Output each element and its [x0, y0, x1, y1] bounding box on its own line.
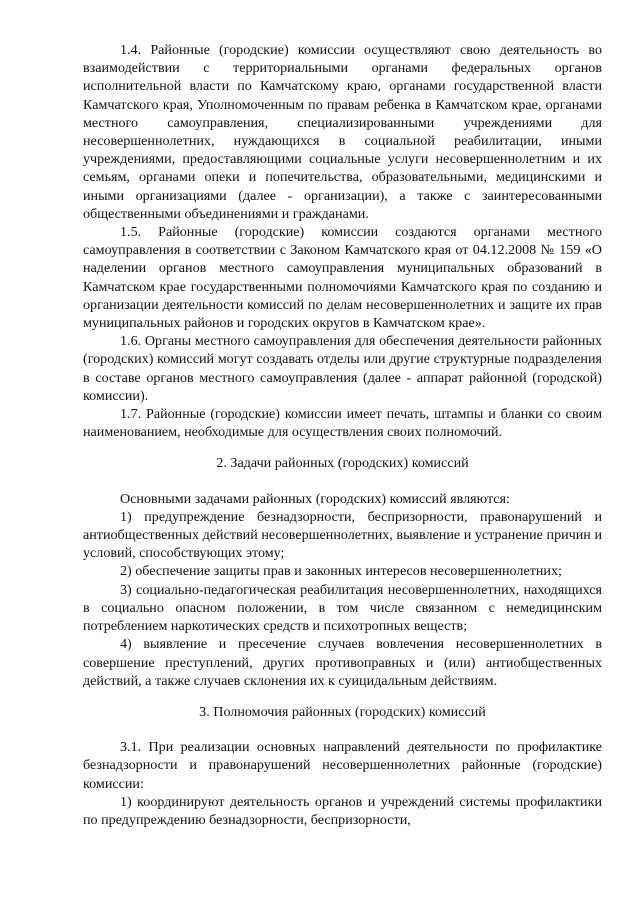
paragraph-3-1-item-1: 1) координируют деятельность органов и учреждений системы профилактики по предупреждению безнадзорности, беспризорности, [83, 793, 602, 828]
paragraph-1-4: 1.4. Районные (городские) комиссии осуществляют свою деятельность во взаимодействии с территориальными органами федеральных органов исполнительной власти по Камчатскому краю, органами государственной власти Камчатского края, Уполномоченным по правам ребенка в Камчатском крае, органами местного самоуправления, специализированными учреждениями для несовершеннолетних, нуждающихся в социальной реабилитации, иными учреждениями, предоставляющими социальные услуги несовершеннолетним и их семьям, органами опеки и попечительства, образовательными, медицинскими и иными организациями (далее - организации), а также с заинтересованными общественными объединениями и гражданами. [83, 42, 602, 222]
paragraph-1-7: 1.7. Районные (городские) комиссии имеет печать, штампы и бланки со своим наименованием, необходимые для осуществления своих полномочий. [83, 406, 602, 441]
paragraph-1-5: 1.5. Районные (городские) комиссии создаются органами местного самоуправления в соответствии с Законом Камчатского края от 04.12.2008 № 159 «О наделении органов местного самоуправления муниципальных образований в Камчатском крае государственными полномочиями Камчатского края по созданию и организации деятельности комиссий по делам несовершеннолетних и защите их прав муниципальных районов и городских округов в Камчатском крае». [83, 224, 602, 332]
paragraph-tasks-intro: Основными задачами районных (городских) комиссий являются: [120, 490, 510, 507]
paragraph-1-6: 1.6. Органы местного самоуправления для обеспечения деятельности районных (городских) комиссий могут создавать отделы или другие структурные подразделения в составе органов местного самоуправления (далее - аппарат районной (городской) комиссии). [83, 333, 602, 404]
paragraph-task-1: 1) предупреждение безнадзорности, беспризорности, правонарушений и антиобщественных действий несовершеннолетних, выявление и устранение причин и условий, способствующих этому; [83, 508, 602, 562]
paragraph-task-3: 3) социально-педагогическая реабилитация несовершеннолетних, находящихся в социально опасном положении, в том числе связанном с немедицинским потреблением наркотических средств и психотропных веществ; [83, 581, 602, 635]
section-heading-2: 2. Задачи районных (городских) комиссий [216, 455, 469, 472]
paragraph-task-4: 4) выявление и пресечение случаев вовлечения несовершеннолетних в совершение преступлений, других противоправных и (или) антиобщественных действий, а также случаев склонения их к суицидальным действиям. [83, 636, 602, 689]
document-body [83, 41, 602, 829]
section-heading-3: 3. Полномочия районных (городских) комиссий [199, 703, 486, 720]
paragraph-task-2: 2) обеспечение защиты прав и законных интересов несовершеннолетних; [120, 563, 562, 580]
paragraph-3-1: 3.1. При реализации основных направлений деятельности по профилактике безнадзорности и правонарушений несовершеннолетних районные (городские) комиссии: [83, 739, 602, 792]
